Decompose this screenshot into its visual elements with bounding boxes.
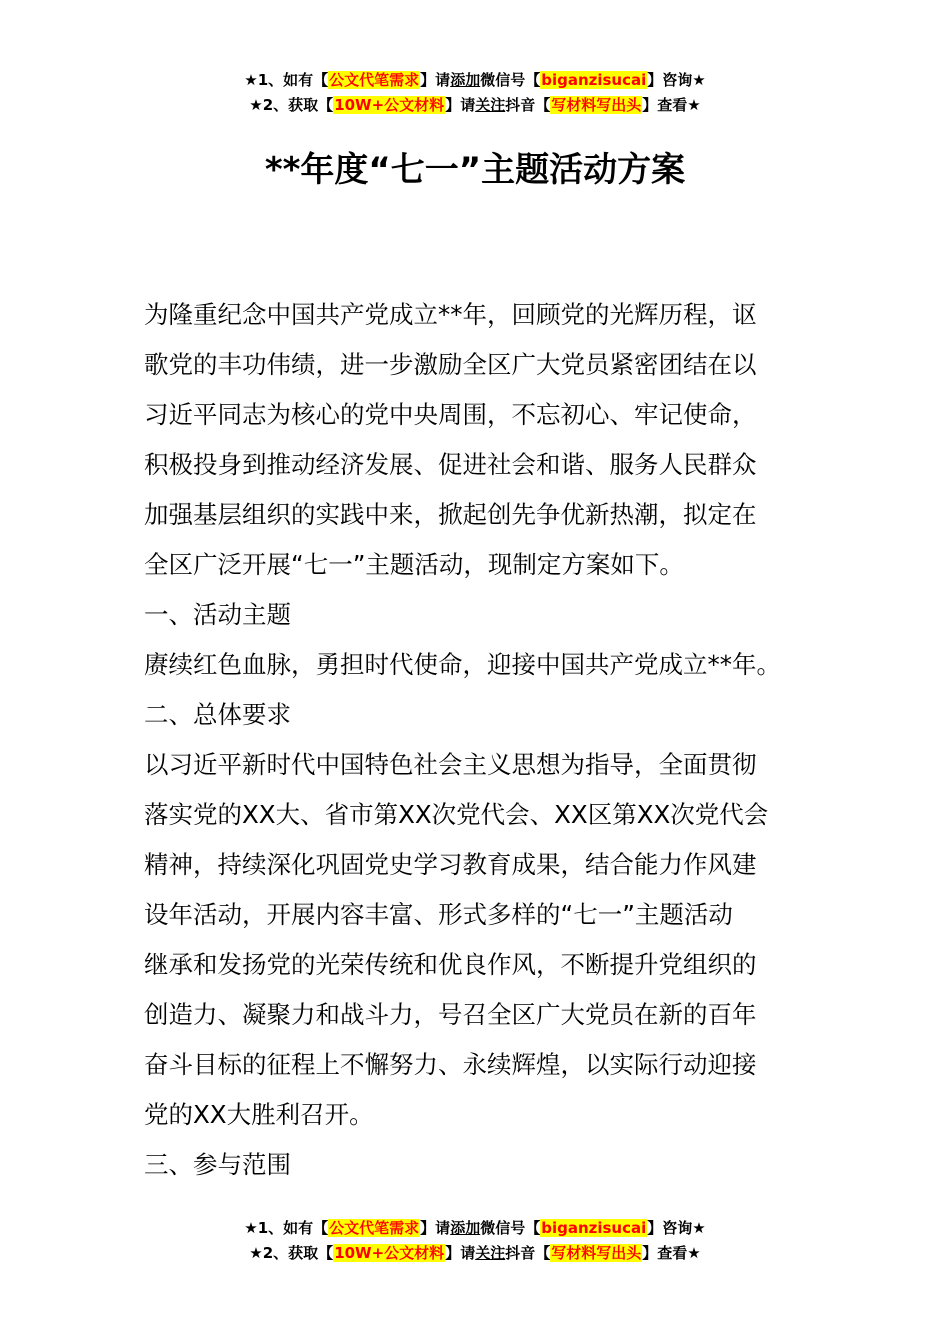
header-banner [0,68,950,118]
header-line-2-prefix: ★2、获取【 [249,96,334,114]
footer-line-1-mid-1: 】请 [420,1219,451,1237]
section-2-line: 精神，持续深化巩固党史学习教育成果，结合能力作风建 [144,850,757,879]
intro-line: 加强基层组织的实践中来，掀起创先争优新热潮，拟定在 [144,500,757,529]
section-2-line: 以习近平新时代中国特色社会主义思想为指导，全面贯彻 [144,750,757,779]
footer-line-1-prefix: ★1、如有【 [244,1219,329,1237]
footer-line-2-suffix: 】查看★ [642,1244,701,1262]
footer-line-1-mid-2: 微信号【 [480,1219,541,1237]
section-2-line: 奋斗目标的征程上不懈努力、永续辉煌，以实际行动迎接 [144,1050,757,1079]
footer-line-1 [0,1216,950,1241]
header-line-2-highlight-1: 10W+公文材料 [334,96,445,114]
header-line-1-prefix: ★1、如有【 [244,71,329,89]
footer-banner [0,1216,950,1266]
header-line-2-highlight-2: 写材料写出头 [551,96,642,114]
section-2-heading: 二、总体要求 [144,700,291,729]
section-2-line: 党的XX大胜利召开。 [144,1100,374,1129]
footer-line-1-suffix: 】咨询★ [647,1219,706,1237]
footer-line-2-highlight-2: 写材料写出头 [551,1244,642,1262]
header-line-2-mid-1: 】请 [445,96,476,114]
footer-line-2 [0,1241,950,1266]
section-2-line: 继承和发扬党的光荣传统和优良作风，不断提升党组织的 [144,950,757,979]
header-line-1 [0,68,950,93]
section-2-line: 设年活动，开展内容丰富、形式多样的“七一”主题活动 [144,900,733,929]
header-line-1-mid-1: 】请 [420,71,451,89]
intro-line: 歌党的丰功伟绩，进一步激励全区广大党员紧密团结在以 [144,350,757,379]
footer-line-1-highlight-2: biganzisucai [541,1219,647,1237]
intro-line: 积极投身到推动经济发展、促进社会和谐、服务人民群众 [144,450,757,479]
header-line-2 [0,93,950,118]
intro-line: 全区广泛开展“七一”主题活动，现制定方案如下。 [144,550,684,579]
header-line-1-highlight-1: 公文代笔需求 [329,71,420,89]
footer-line-2-underlined: 关注 [475,1244,506,1262]
header-line-1-mid-2: 微信号【 [480,71,541,89]
intro-line: 习近平同志为核心的党中央周围，不忘初心、牢记使命， [144,400,757,429]
footer-line-2-highlight-1: 10W+公文材料 [334,1244,445,1262]
header-line-2-underlined: 关注 [475,96,506,114]
section-3-heading: 三、参与范围 [144,1150,291,1179]
header-line-2-suffix: 】查看★ [642,96,701,114]
document-title: **年度“七一”主题活动方案 [264,150,686,190]
footer-line-2-mid-1: 】请 [445,1244,476,1262]
footer-line-1-underlined: 添加 [450,1219,481,1237]
section-1-text: 赓续红色血脉，勇担时代使命，迎接中国共产党成立**年。 [144,650,781,679]
header-line-1-suffix: 】咨询★ [647,71,706,89]
intro-line: 为隆重纪念中国共产党成立**年，回顾党的光辉历程，讴 [144,300,757,329]
header-line-1-highlight-2: biganzisucai [541,71,647,89]
footer-line-2-mid-2: 抖音【 [505,1244,551,1262]
footer-line-1-highlight-1: 公文代笔需求 [329,1219,420,1237]
section-2-line: 创造力、凝聚力和战斗力，号召全区广大党员在新的百年 [144,1000,757,1029]
header-line-1-underlined: 添加 [450,71,481,89]
document-body [144,290,809,1190]
header-line-2-mid-2: 抖音【 [505,96,551,114]
footer-line-2-prefix: ★2、获取【 [249,1244,334,1262]
section-2-line: 落实党的XX大、省市第XX次党代会、XX区第XX次党代会 [144,800,769,829]
section-1-heading: 一、活动主题 [144,600,291,629]
